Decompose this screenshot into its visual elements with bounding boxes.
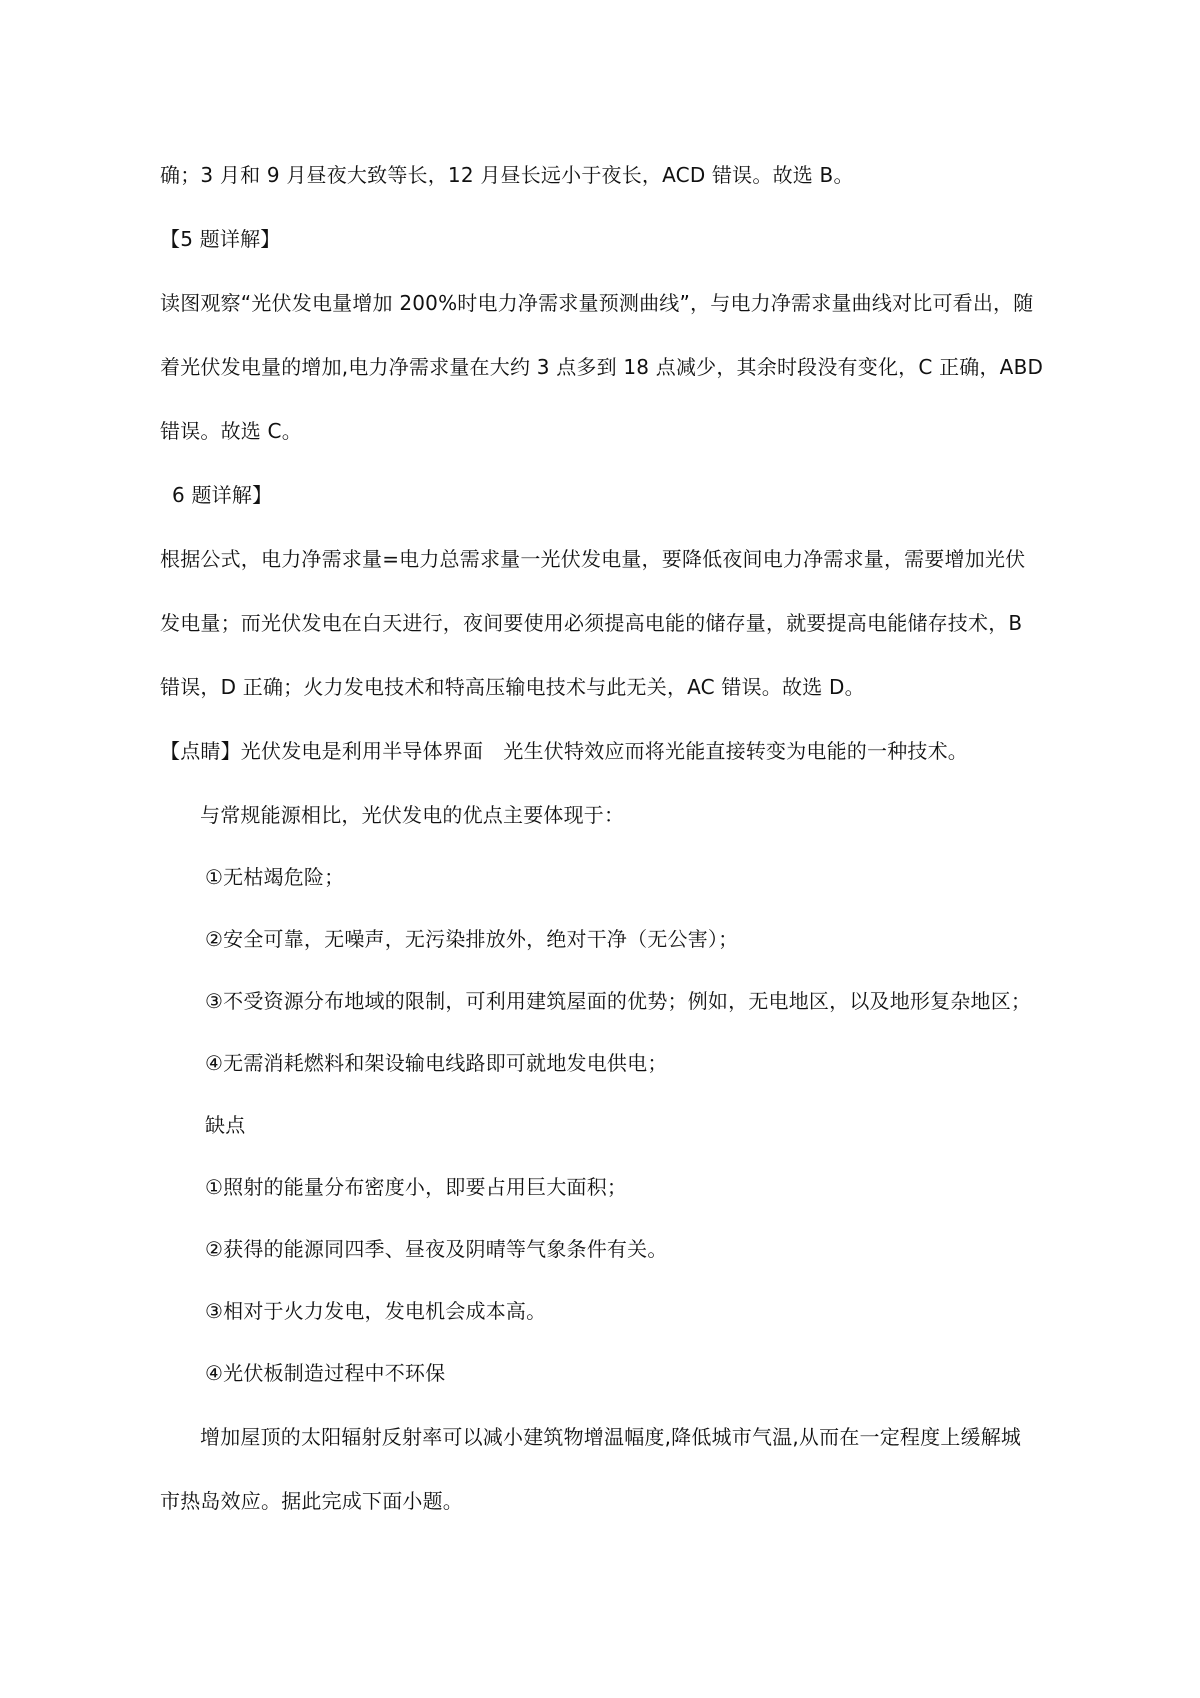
text-line-key-point: 【点睛】光伏发电是利用半导体界面 光生伏特效应而将光能直接转变为电能的一种技术。: [160, 739, 968, 763]
section-heading-q6-detail: 6 题详解】: [172, 483, 273, 507]
list-item-disadvantage-3: ③相对于火力发电，发电机会成本高。: [205, 1299, 547, 1323]
text-line-q5-3: 错误。故选 C。: [160, 419, 302, 443]
list-item-disadvantage-4: ④光伏板制造过程中不环保: [205, 1361, 446, 1385]
text-line-q5-2: 着光伏发电量的增加,电力净需求量在大约 3 点多到 18 点减少，其余时段没有变化，C 正确，ABD: [160, 355, 1044, 379]
list-item-disadvantage-1: ①照射的能量分布密度小，即要占用巨大面积；: [205, 1175, 628, 1199]
list-item-advantage-2: ②安全可靠，无噪声，无污染排放外，绝对干净（无公害）；: [205, 927, 739, 951]
list-item-advantage-4: ④无需消耗燃料和架设输电线路即可就地发电供电；: [205, 1051, 668, 1075]
list-item-advantage-1: ①无枯竭危险；: [205, 865, 345, 889]
text-line-answer-explanation-end: 确；3 月和 9 月昼夜大致等长，12 月昼长远小于夜长，ACD 错误。故选 B。: [160, 163, 854, 187]
section-heading-q5-detail: 【5 题详解】: [160, 227, 281, 251]
list-item-disadvantage-2: ②获得的能源同四季、昼夜及阴晴等气象条件有关。: [205, 1237, 668, 1261]
text-line-q6-3: 错误，D 正确；火力发电技术和特高压输电技术与此无关，AC 错误。故选 D。: [160, 675, 865, 699]
text-line-advantages-intro: 与常规能源相比，光伏发电的优点主要体现于：: [200, 803, 625, 827]
list-item-advantage-3: ③不受资源分布地域的限制，可利用建筑屋面的优势；例如，无电地区，以及地形复杂地区；: [205, 989, 1032, 1013]
text-line-disadvantages-heading: 缺点: [205, 1113, 246, 1137]
text-line-q5-1: 读图观察“光伏发电量增加 200%时电力净需求量预测曲线”，与电力净需求量曲线对比可看出，随: [160, 291, 1034, 315]
text-line-new-question-1: 增加屋顶的太阳辐射反射率可以减小建筑物增温幅度,降低城市气温,从而在一定程度上缓解城: [200, 1425, 1022, 1449]
text-line-new-question-2: 市热岛效应。据此完成下面小题。: [160, 1489, 463, 1513]
text-line-q6-2: 发电量；而光伏发电在白天进行，夜间要使用必须提高电能的储存量，就要提高电能储存技术，B: [160, 611, 1023, 635]
text-line-q6-1: 根据公式，电力净需求量=电力总需求量一光伏发电量，要降低夜间电力净需求量，需要增加光伏: [160, 547, 1026, 571]
